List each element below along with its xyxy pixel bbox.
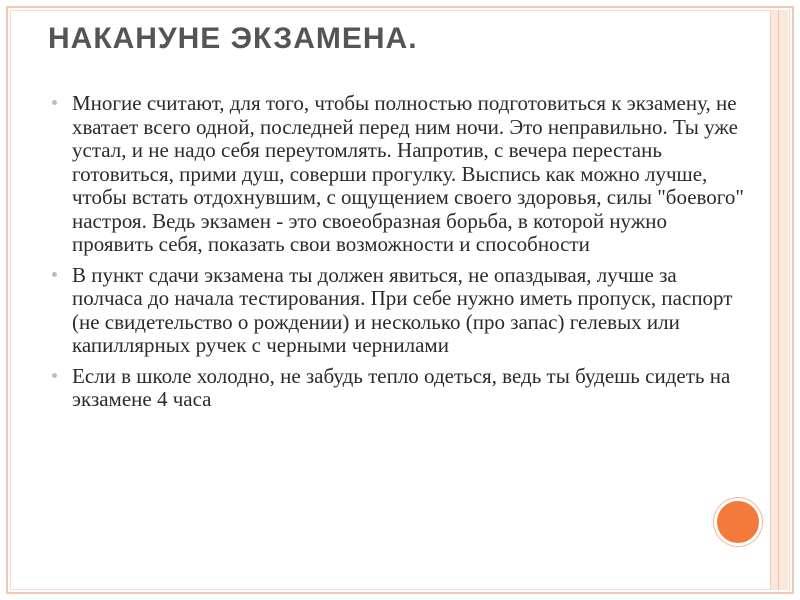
bullet-icon <box>52 272 57 277</box>
bullet-item <box>52 365 752 412</box>
bullet-icon <box>52 373 57 378</box>
bullet-text: Многие считают, для того, чтобы полностью подготовиться к экзамену, не хватает всего одной, последней перед ним ночи. Это неправильно. Ты уже устал, и не надо себя переутомлять. Напротив, с вечера перестань готовиться, прими душ, соверши прогулку. Выспись как можно лучше, чтобы встать отдохнувшим, с ощущением своего здоровья, силы "боевого" настроя. Ведь экзамен - это своеобразная борьба, в которой нужно проявить себя, показать свои возможности и способности <box>72 91 744 256</box>
bullet-item <box>52 264 752 358</box>
slide-title: НАКАНУНЕ ЭКЗАМЕНА. <box>48 22 418 55</box>
bullet-icon <box>52 100 57 105</box>
accent-circle <box>714 498 762 546</box>
bullet-text: Если в школе холодно, не забудь тепло одеться, ведь ты будешь сидеть на экзамене 4 часа <box>72 363 731 411</box>
side-decor-line <box>778 10 779 590</box>
bullet-text: В пункт сдачи экзамена ты должен явиться, не опаздывая, лучше за полчаса до начала тестирования. При себе нужно иметь пропуск, паспорт (не свидетельство о рождении) и несколько (про запас) гелевых или капиллярных ручек с черными чернилами <box>72 262 733 357</box>
bullet-list <box>52 92 752 419</box>
bullet-item <box>52 92 752 257</box>
side-decor-band <box>770 10 788 590</box>
